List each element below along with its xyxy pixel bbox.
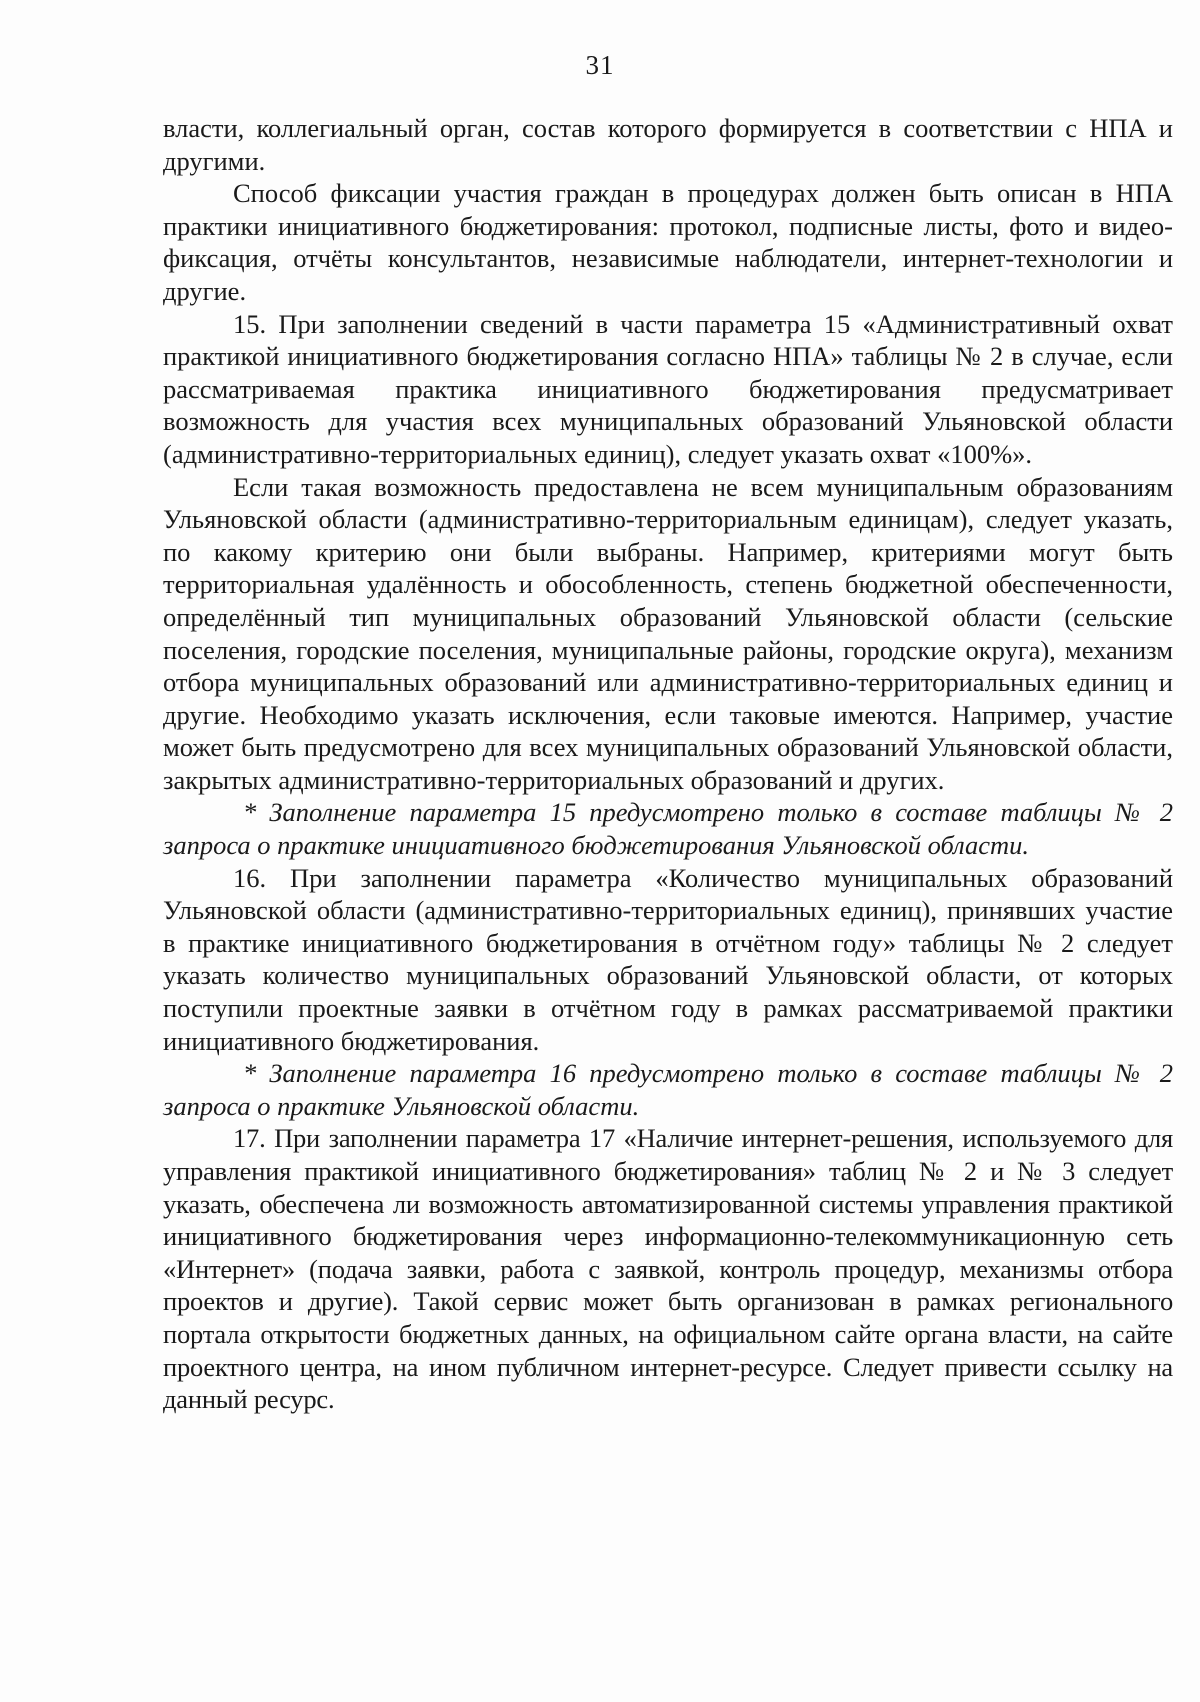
note-parameter-15: * Заполнение параметра 15 предусмотрено только в составе таблицы № 2 запроса о практике инициативного бюджетирования Ульяновской области. — [163, 797, 1173, 861]
note-parameter-16: * Заполнение параметра 16 предусмотрено только в составе таблицы № 2 запроса о практике Ульяновской области. — [163, 1058, 1173, 1121]
paragraph-continuation: власти, коллегиальный орган, состав которого формируется в соответствии с НПА и другими. — [163, 113, 1173, 176]
document-body — [163, 112, 1173, 1416]
page-number: 31 — [585, 50, 615, 80]
paragraph-selection-criteria: Если такая возможность предоставлена не всем муниципальным образованиям Ульяновской области (административно-территориальным единицам), следует указать, по какому критерию они были выбраны. Например, критериями могут быть территориальная удалённость и обособленность, степень бюджетной обеспеченности, определённый тип муниципальных образований Ульяновской области (сельские поселения, городские поселения, муниципальные районы, городские округа), механизм отбора муниципальных образований или административно-территориальных единиц и другие. Необходимо указать исключения, если таковые имеются. Например, участие может быть предусмотрено для всех муниципальных образований Ульяновской области, закрытых административно-территориальных образований и других. — [163, 471, 1173, 795]
paragraph-item-16: 16. При заполнении параметра «Количество муниципальных образований Ульяновской области (административно-территориальных единиц), принявших участие в практике инициативного бюджетирования в отчётном году» таблицы № 2 следует указать количество муниципальных образований Ульяновской области, от которых поступили проектные заявки в отчётном году в рамках рассматриваемой практики инициативного бюджетирования. — [163, 862, 1173, 1056]
paragraph-item-17: 17. При заполнении параметра 17 «Наличие интернет-решения, используемого для управления практикой инициативного бюджетирования» таблиц № 2 и № 3 следует указать, обеспечена ли возможность автоматизированной системы управления практикой инициативного бюджетирования через информационно-телекоммуникационную сеть «Интернет» (подача заявки, работа с заявкой, контроль процедур, механизмы отбора проектов и другие). Такой сервис может быть организован в рамках регионального портала открытости бюджетных данных, на официальном сайте органа власти, на сайте проектного центра, на ином публичном интернет-ресурсе. Следует привести ссылку на данный ресурс. — [163, 1123, 1173, 1415]
paragraph-item-15: 15. При заполнении сведений в части параметра 15 «Административный охват практикой инициативного бюджетирования согласно НПА» таблицы № 2 в случае, если рассматриваемая практика инициативного бюджетирования предусматривает возможность для участия всех муниципальных образований Ульяновской области (административно-территориальных единиц), следует указать охват «100%». — [163, 308, 1173, 469]
paragraph-participation-fixation: Способ фиксации участия граждан в процедурах должен быть описан в НПА практики инициативного бюджетирования: протокол, подписные листы, фото и видео-фиксация, отчёты консультантов, независимые наблюдатели, интернет-технологии и другие. — [163, 178, 1173, 306]
